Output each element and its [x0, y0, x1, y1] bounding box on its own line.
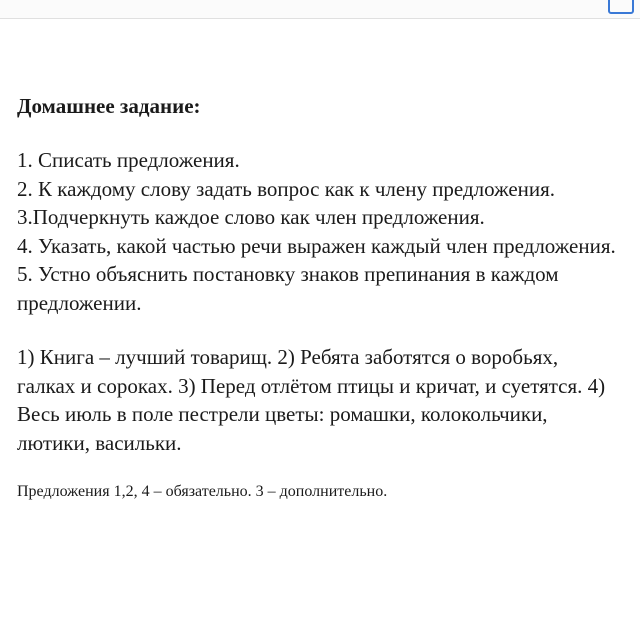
task-list — [17, 146, 627, 317]
requirements-note: Предложения 1,2, 4 – обязательно. 3 – дополнительно. — [17, 483, 388, 500]
homework-document — [17, 92, 627, 503]
square-icon[interactable] — [608, 0, 634, 14]
homework-heading: Домашнее задание: — [17, 94, 201, 118]
top-bar — [0, 0, 640, 19]
task-item-4: 4. Указать, какой частью речи выражен каждый член предложения. — [17, 233, 616, 258]
task-item-1: 1. Списать предложения. — [17, 148, 240, 172]
task-item-2: 2. К каждому слову задать вопрос как к члену предложения. — [17, 176, 556, 201]
task-item-5: 5. Устно объяснить постановку знаков препинания в каждом предложении. — [17, 262, 559, 315]
sentences-paragraph: 1) Книга – лучший товарищ. 2) Ребята заботятся о воробьях, галках и сороках. 3) Перед отлётом птицы и кричат, и суетятся. 4) Весь июль в поле пестрели цветы: ромашки, колокольчики, лютики, васильки. — [17, 345, 606, 455]
task-item-3: 3.Подчеркнуть каждое слово как член предложения. — [17, 205, 485, 229]
